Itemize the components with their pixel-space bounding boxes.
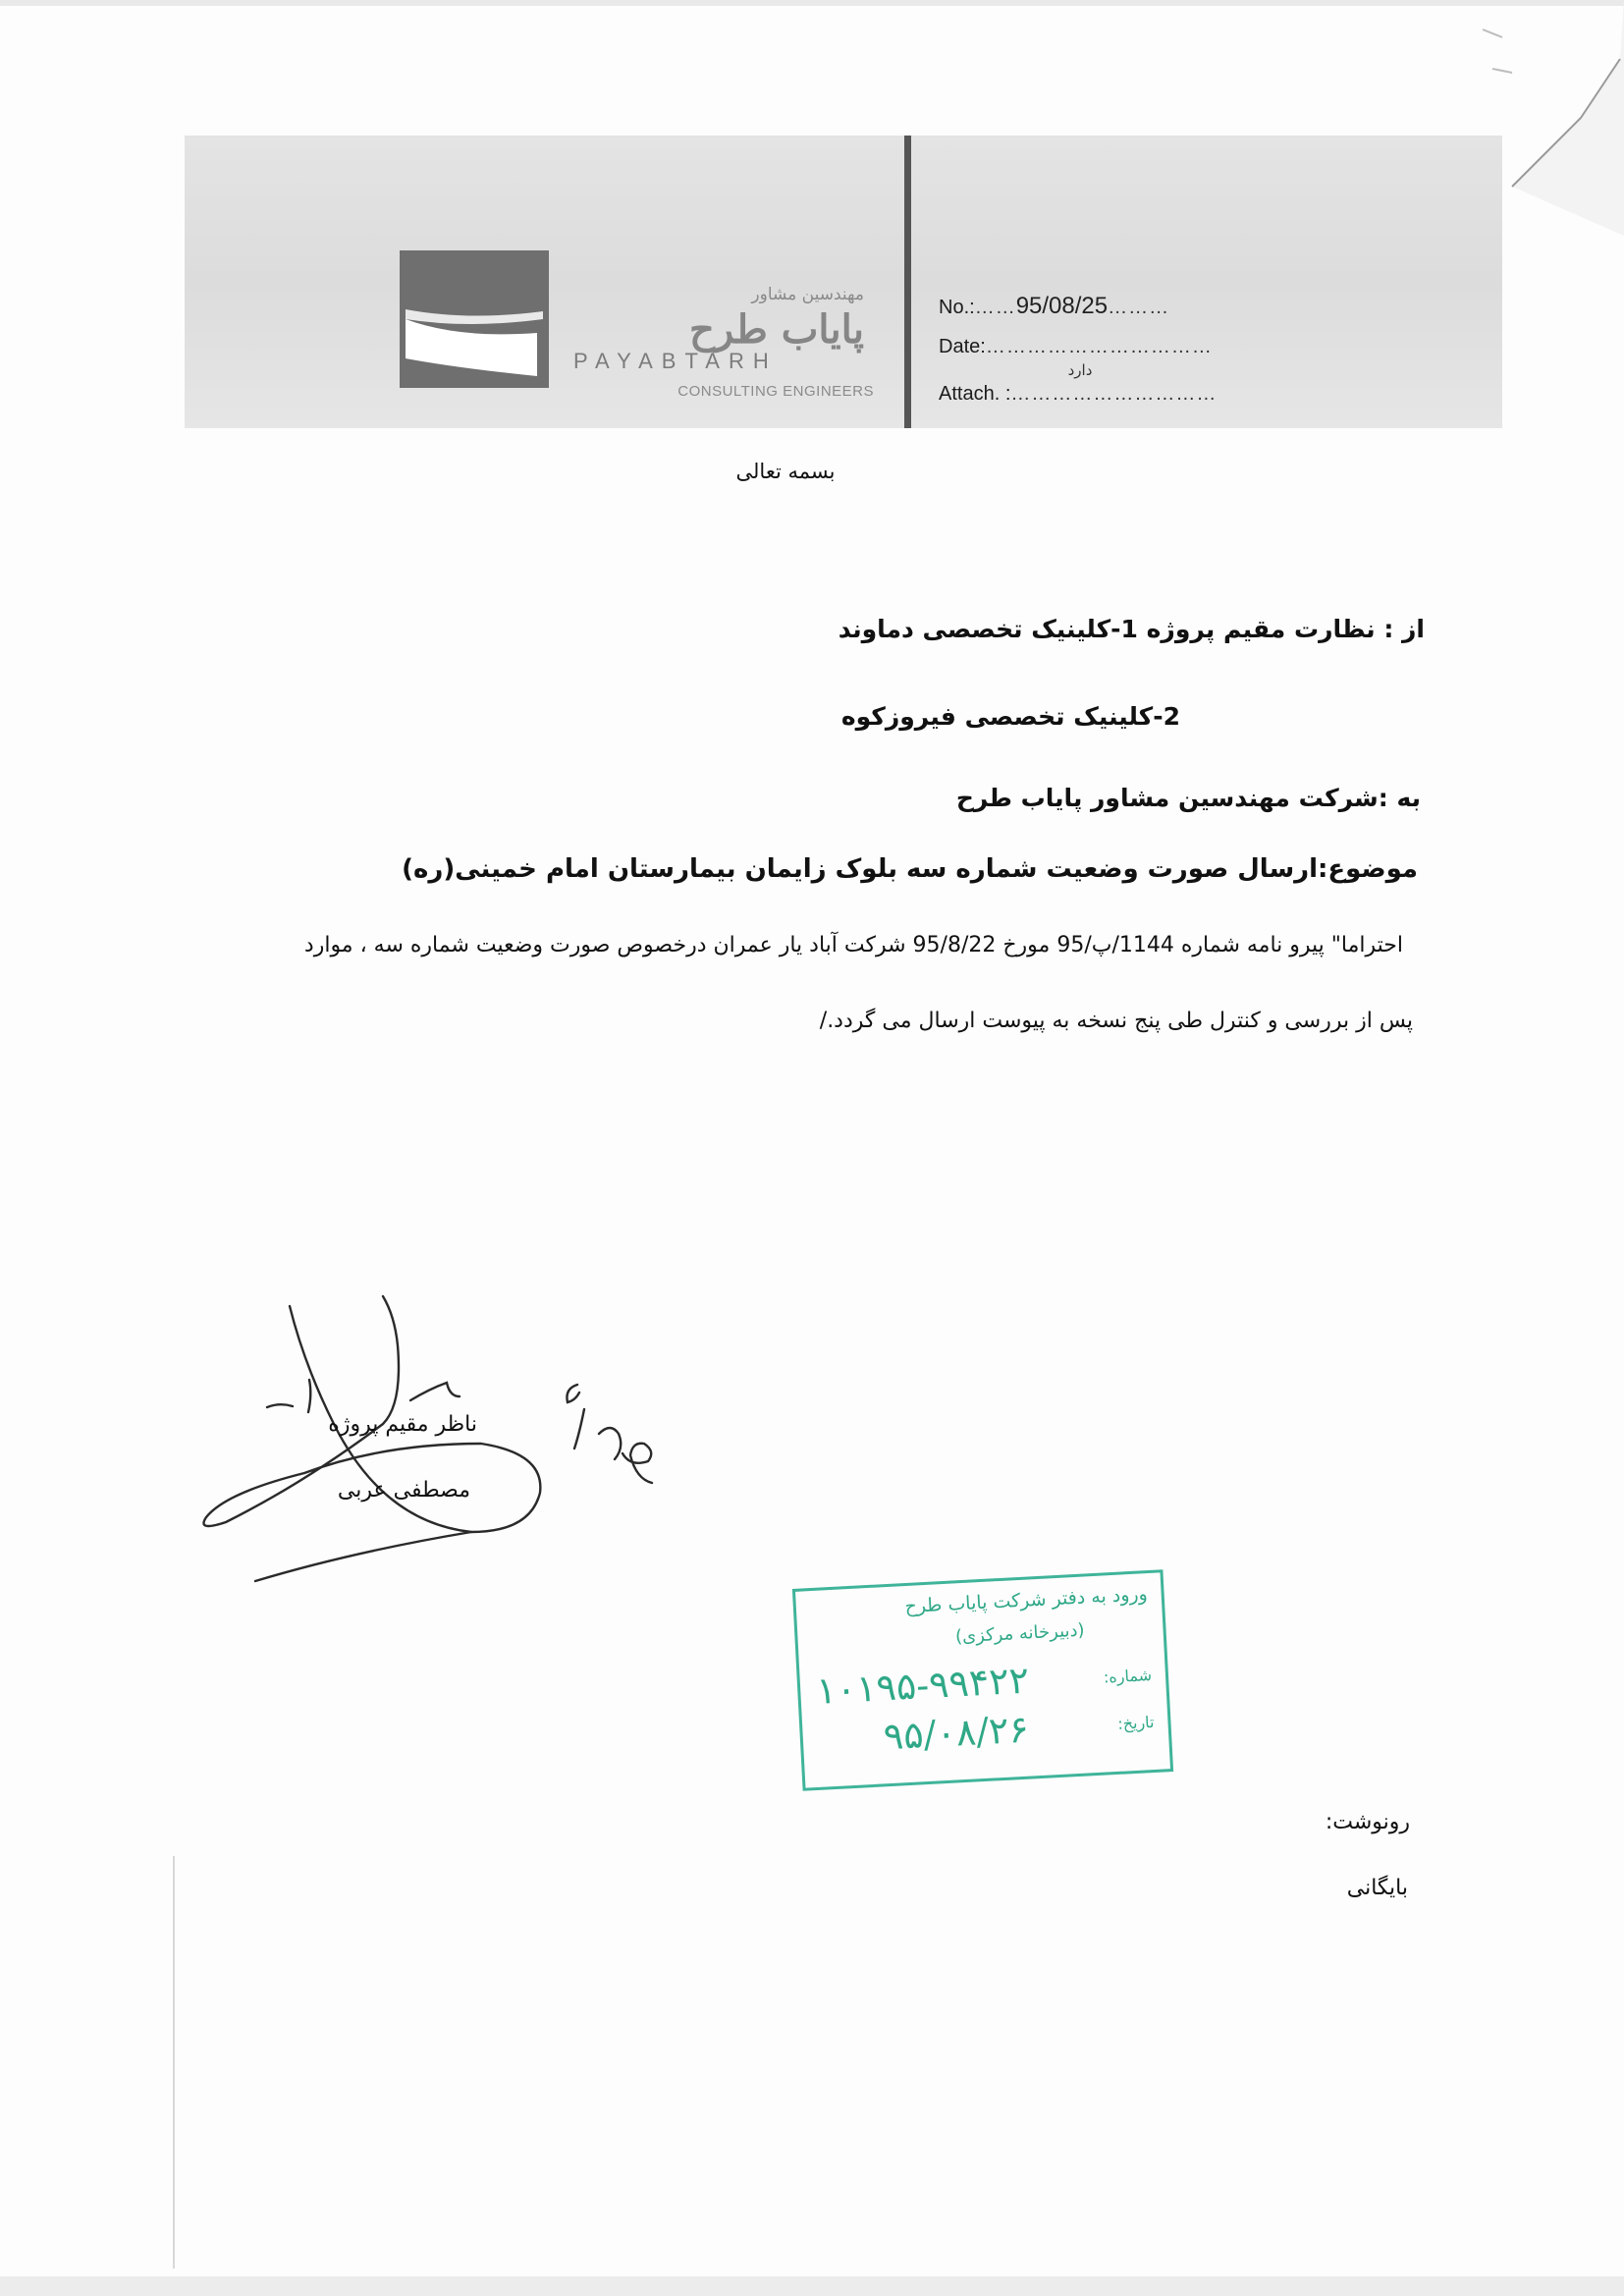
from-item-2: 2-کلینیک تخصصی فیروزکوه: [840, 702, 1180, 731]
cc-item: بایگانی: [1346, 1876, 1408, 1900]
page-top-edge: [0, 0, 1624, 6]
company-name-fa: پایاب طرح: [689, 306, 864, 353]
basmala: بسمه تعالی: [735, 460, 836, 483]
company-logo-mark: [400, 250, 549, 388]
body-paragraph-line-2: پس از بررسی و کنترل طی پنج نسخه به پیوست ارسال می گردد./: [819, 1009, 1413, 1033]
stamp-number-label: شماره:: [1103, 1666, 1153, 1687]
stamp-date-label: تاریخ:: [1116, 1712, 1155, 1733]
signer-title: ناظر مقیم پروژه: [328, 1412, 477, 1437]
attach-label: Attach. :: [939, 383, 1011, 405]
from-line: [839, 615, 1425, 643]
from-prefix: از : نظارت مقیم پروژه: [1146, 615, 1425, 643]
letter-date-row: Date:……………………………: [939, 336, 1213, 357]
handwritten-signature: [187, 1286, 707, 1611]
receipt-stamp: [792, 1569, 1173, 1791]
letter-attach-row: Attach. :…………………………: [939, 383, 1218, 405]
signer-name: مصطفی عربی: [337, 1478, 470, 1503]
stamp-date-value: ۹۵/۰۸/۲۶: [882, 1707, 1030, 1759]
page-fold-line: [173, 1856, 175, 2269]
from-item-1: 1-کلینیک تخصصی دماوند: [838, 615, 1138, 643]
attachment-note: دارد: [1067, 361, 1093, 379]
stamp-title: ورود به دفتر شرکت پایاب طرح: [903, 1583, 1149, 1618]
stamp-subtitle: (دبیرخانه مرکزی): [954, 1619, 1086, 1648]
stamp-number-value: ۱۰۱۹۵-۹۹۴۲۲: [815, 1658, 1031, 1713]
body-paragraph-line-1: احتراما" پیرو نامه شماره 1144/پ/95 مورخ 95/8/22 شرکت آباد یار عمران درخصوص صورت وضعیت شماره سه ، موارد: [303, 933, 1403, 957]
number-value: 95/08/25: [1015, 293, 1109, 319]
recipient-line: به :شرکت مهندسین مشاور پایاب طرح: [955, 784, 1421, 812]
company-subtitle-en: CONSULTING ENGINEERS: [677, 383, 874, 400]
cc-label: رونوشت:: [1325, 1810, 1410, 1834]
letterhead-divider: [904, 136, 911, 428]
subject-line: موضوع:ارسال صورت وضعیت شماره سه بلوک زایمان بیمارستان امام خمینی(ره): [402, 854, 1418, 884]
date-label: Date:: [939, 336, 986, 357]
letter-number-row: No.:……95/08/25………: [939, 293, 1170, 319]
company-name-en: PAYABTARH: [573, 349, 778, 373]
number-label: No.:: [939, 297, 975, 318]
page-bottom-edge: [0, 2276, 1624, 2296]
company-name-fa-small: مهندسین مشاور: [751, 285, 864, 304]
